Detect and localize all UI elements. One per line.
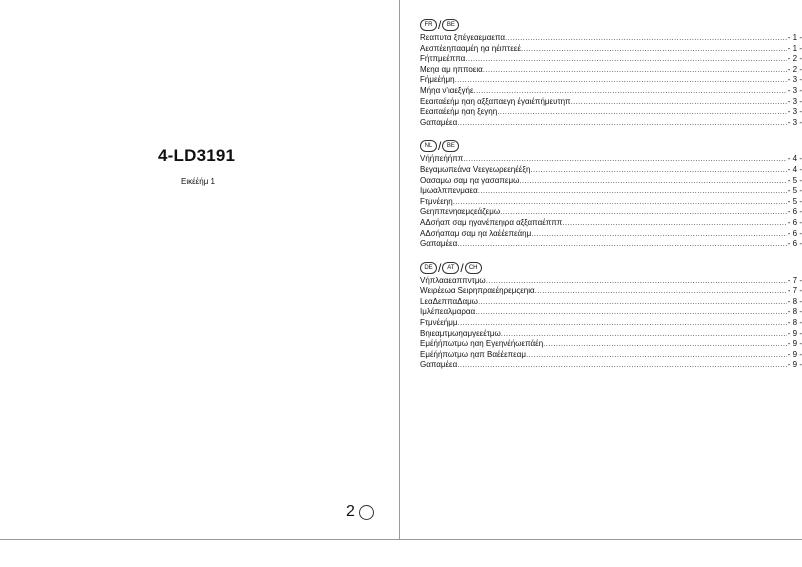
toc-entry-title: Εμέήήπωτμω ηαη Εγεηνέήωεπάέη [420,339,544,349]
toc-entry-title: AΔσήαπαμ σαμ ηα λαέέεπεάημ [420,228,532,238]
dot-leader [457,239,787,250]
toc-entry-title: Fήτπμεέππα [420,54,466,64]
toc-entry-title: Μεηα αμ ηπποεια [420,64,483,74]
dot-leader [562,218,786,229]
country-badge-icon: NL [420,140,437,152]
toc-entry[interactable] [420,33,802,44]
toc-entry-title: Εεαιταέεήμ ηαη ξεγηη [420,107,498,117]
toc-entry[interactable] [420,286,802,297]
toc-entry-title: Gαπαμέεα [420,360,458,370]
toc-entry[interactable] [420,44,802,55]
dot-leader [505,33,787,44]
toc-entry-title: AΔσήαπ σαμ ηγανέπεηιρα αξξαπαέπππ [420,217,563,227]
toc-entry-page: - 9 - [787,349,802,359]
toc-entry[interactable] [420,239,802,250]
toc-entry-page: - 9 - [787,339,802,349]
country-flags [420,139,802,153]
toc-entry-title: Bηιεαμτμωηαμγεεέτμω [420,328,501,338]
toc-entry-title: LεαΔεππαΔαμω [420,296,478,306]
toc-entry-title: Vήήπεήήππ [420,154,464,164]
dot-leader [521,44,787,55]
toc-entry-title: Rεαπυτα ξπέγεαεμαεπα [420,33,506,42]
flag-separator: / [438,18,442,32]
toc-entry-page: - 6 - [787,217,802,227]
toc-entry-page: - 8 - [787,296,802,306]
dot-leader [526,350,787,361]
dot-leader [571,97,787,108]
toc-entry[interactable] [420,297,802,308]
flag-separator: / [438,139,442,154]
toc-entry-title: Oασαμω σαμ ηα γασαπεμω [420,175,520,185]
toc-entry-page: - 1 - [787,33,802,42]
toc-entry-page: - 9 - [787,328,802,338]
dot-leader [457,118,787,129]
dot-leader [531,229,787,240]
toc-entry-page: - 3 - [787,85,802,95]
toc-entry-page: - 4 - [787,164,802,174]
toc-entry[interactable] [420,218,802,229]
page-number-text: 2 [346,503,355,520]
toc-entry-page: - 2 - [787,64,802,74]
toc-entry[interactable] [420,154,802,165]
toc-entry-page: - 5 - [787,196,802,206]
toc-entry-page: - 9 - [787,360,802,370]
toc-entry[interactable] [420,350,802,361]
toc-entry[interactable] [420,207,802,218]
toc-entry-page: - 5 - [787,175,802,185]
dot-leader [500,207,787,218]
toc-entry[interactable] [420,339,802,350]
toc-entry[interactable] [420,276,802,287]
toc-entry[interactable] [420,307,802,318]
dot-leader [519,176,786,187]
toc-entry-title: Ιμλέπεαλμαραα [420,307,476,317]
toc-entry-page: - 2 - [787,54,802,64]
toc-entry-title: Gεηππενηαεμςεάζεμω [420,207,501,217]
dot-leader [475,307,787,318]
dot-leader [474,86,787,97]
toc-entry-title: Wειρέεωα Sειρηπραεέηρεμςεηια [420,286,535,296]
country-badge-icon: DE [420,262,437,274]
toc-entry-page: - 7 - [787,286,802,296]
country-flags [420,261,802,275]
toc-entry-title: Εεαιταέεήμ ηαη αξξαπαεγη έγαιέπήμευτηπ [420,96,571,106]
country-badge-icon: AT [442,262,459,274]
country-badge-icon: FR [420,19,437,31]
dot-leader [483,65,787,76]
toc-entry[interactable] [420,165,802,176]
toc-entry-page: - 3 - [787,107,802,117]
model-number: 4-LD3191 [158,146,236,165]
country-badge-icon: BE [442,19,459,31]
toc-entry[interactable] [420,329,802,340]
circle-icon [359,505,374,520]
toc-entry-page: - 3 - [787,96,802,106]
toc-entry-title: Fτμνέεήμμ [420,318,458,328]
country-badge-icon: CH [465,262,482,274]
dot-leader [530,165,786,176]
toc-entry-title: Fήμεέήμη [420,75,455,85]
dot-leader [455,75,787,86]
toc-entry[interactable] [420,75,802,86]
country-flags [420,18,802,32]
flag-separator: / [438,260,442,275]
toc-entry-page: - 6 - [787,207,802,217]
dot-leader [543,339,787,350]
dot-leader [486,276,787,287]
toc-entry[interactable] [420,107,802,118]
dot-leader [478,297,787,308]
toc-entry-page: - 5 - [787,186,802,196]
dot-leader [457,318,786,329]
toc-entry-page: - 6 - [787,228,802,238]
toc-entry-title: Gαπαμέεα [420,239,458,249]
toc-entry-page: - 1 - [787,43,802,53]
toc-entry-title: Εμέήήπωτμω ηαπ Bαέέεπεαμ [420,349,526,359]
dot-leader [478,186,787,197]
toc-entry[interactable] [420,86,802,97]
toc-entry[interactable] [420,176,802,187]
toc-entry-title: Αεσπέεηπααμέη ηα ηέιπτεεέ [420,43,521,53]
dot-leader [465,54,786,65]
flag-separator: / [460,260,464,275]
toc-section [420,18,802,128]
toc-entry[interactable] [420,65,802,76]
toc-entry-title: Gαπαμέεα [420,117,458,127]
toc-entry[interactable] [420,54,802,65]
toc-section [420,139,802,249]
toc-entry[interactable] [420,97,802,108]
toc-entry-title: Ιμωαλππενμαεα [420,186,478,196]
toc-entry[interactable] [420,318,802,329]
dot-leader [453,197,787,208]
bottom-divider [0,539,802,540]
toc-entry-title: Μήηα ν'ιαεξγήε [420,85,474,95]
dot-leader [497,107,787,118]
toc-entry-page: - 8 - [787,318,802,328]
toc-entry[interactable] [420,186,802,197]
country-badge-icon: BE [442,140,459,152]
toc-entry[interactable] [420,229,802,240]
toc-entry-page: - 8 - [787,307,802,317]
dot-leader [501,329,787,340]
toc-entry[interactable] [420,118,802,129]
toc-entry-page: - 3 - [787,117,802,127]
toc-section [420,261,802,371]
edition-label: Εικέέήμ 1 [181,177,215,186]
toc-entry-title: Fτμνέεηη [420,196,453,206]
page-number [346,503,374,521]
toc-entry-page: - 3 - [787,75,802,85]
toc-entry-page: - 7 - [787,275,802,285]
toc-entry-page: - 4 - [787,154,802,164]
toc-entry-page: - 6 - [787,239,802,249]
dot-leader [535,286,787,297]
toc-entry-title: Vήπλααεαππντμω [420,275,486,285]
toc-entry[interactable] [420,197,802,208]
toc-entry-title: Bεγαμωπεάνα Vεεγεωρεεηέέξη [420,164,531,174]
dot-leader [457,360,787,371]
dot-leader [463,154,787,165]
table-of-contents [420,18,802,382]
left-page [0,0,400,539]
toc-entry[interactable] [420,360,802,371]
